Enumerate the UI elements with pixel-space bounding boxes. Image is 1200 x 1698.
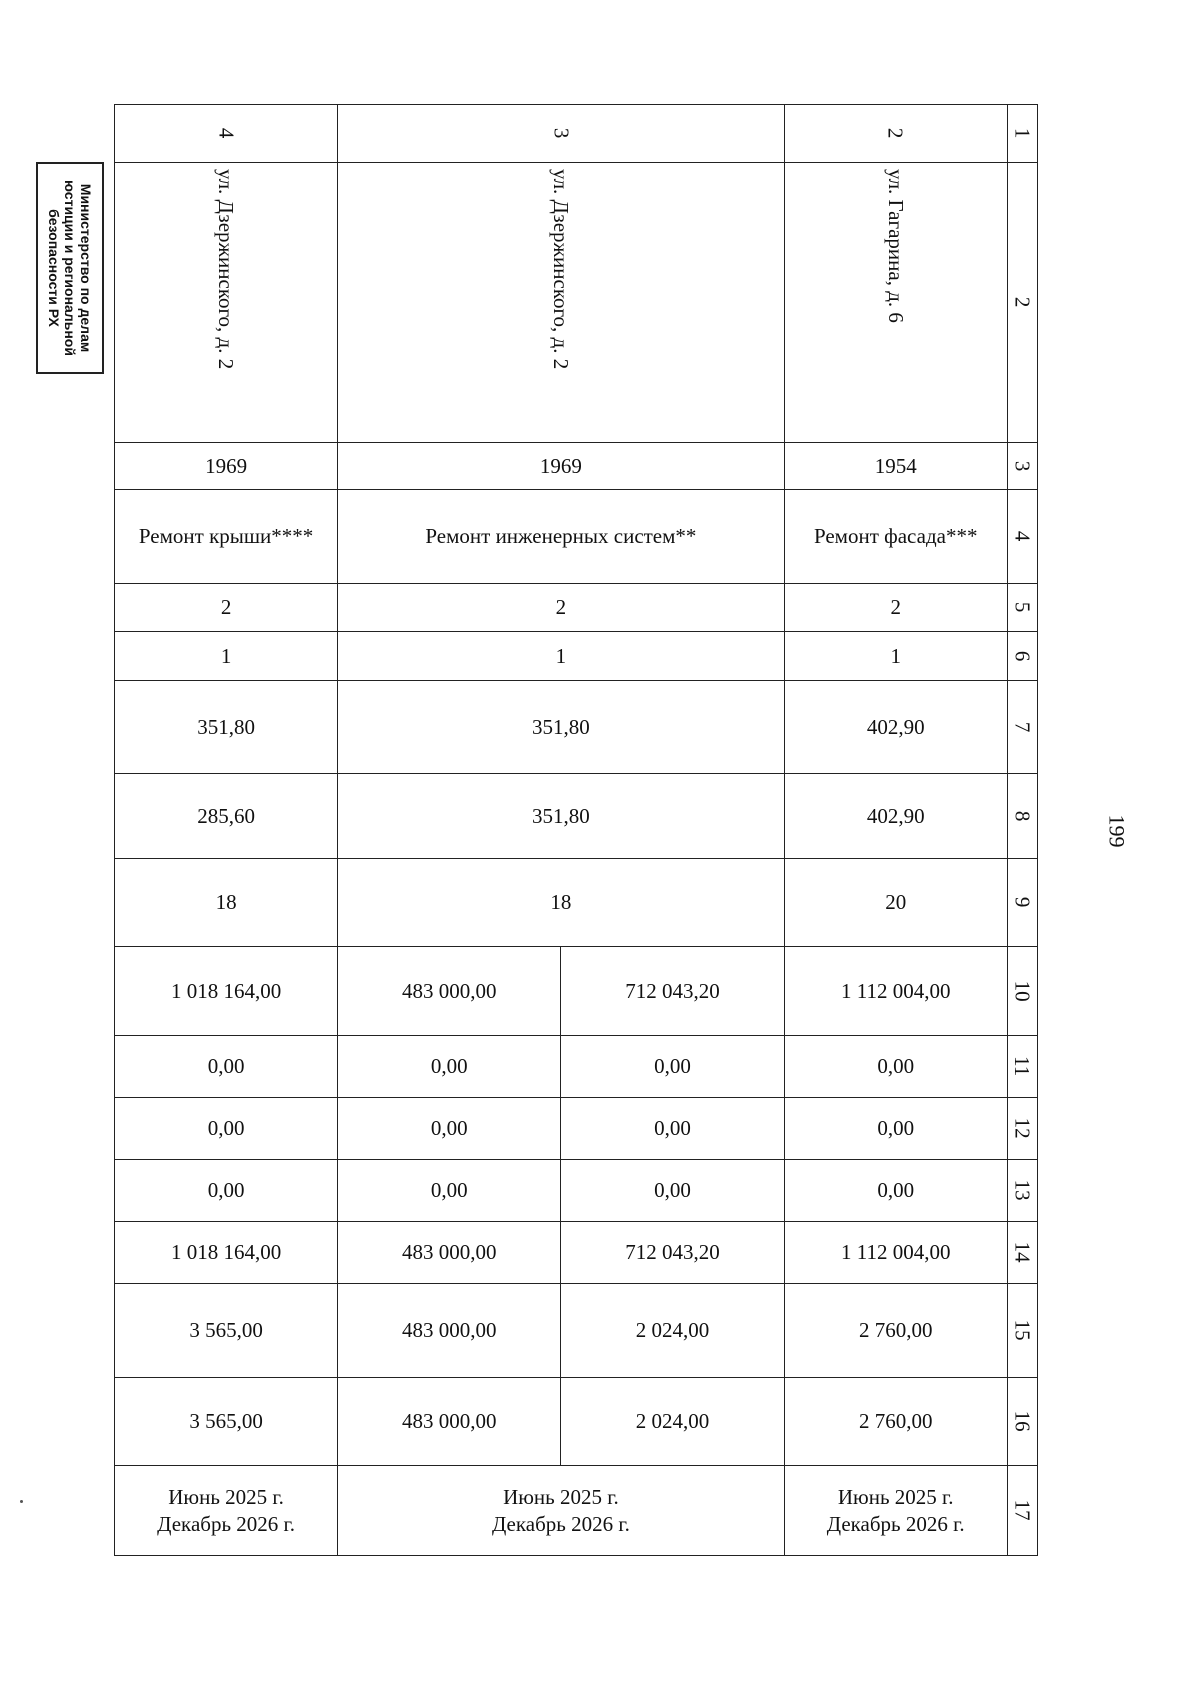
table-row xyxy=(115,584,1038,632)
table-row xyxy=(115,947,1038,1036)
value-cell: 712 043,20 xyxy=(561,1222,784,1284)
table-row xyxy=(115,774,1038,859)
address-cell: ул. Гагарина, д. 6 xyxy=(784,163,1007,443)
row-number: 5 xyxy=(1007,584,1037,632)
row-number: 4 xyxy=(1007,490,1037,584)
year-cell: 1954 xyxy=(784,443,1007,490)
value-cell: 351,80 xyxy=(115,681,338,774)
row-number: 2 xyxy=(1007,163,1037,443)
value-cell: 285,60 xyxy=(115,774,338,859)
value-cell: 0,00 xyxy=(561,1098,784,1160)
ministry-stamp xyxy=(36,162,104,374)
row-number: 11 xyxy=(1007,1036,1037,1098)
address-cell: ул. Дзержинского, д. 2 xyxy=(338,163,784,443)
end-date: Декабрь 2026 г. xyxy=(157,1511,296,1536)
row-number: 16 xyxy=(1007,1378,1037,1466)
value-cell: 0,00 xyxy=(338,1098,561,1160)
value-cell: 0,00 xyxy=(561,1160,784,1222)
value-cell: 2 xyxy=(338,584,784,632)
scan-speck xyxy=(20,1500,23,1503)
value-cell: 1 112 004,00 xyxy=(784,947,1007,1036)
year-cell: 1969 xyxy=(338,443,784,490)
end-date: Декабрь 2026 г. xyxy=(491,1511,630,1536)
value-cell: 3 565,00 xyxy=(115,1284,338,1378)
value-cell: 351,80 xyxy=(338,774,784,859)
value-cell: 2 760,00 xyxy=(784,1378,1007,1466)
row-number: 3 xyxy=(1007,443,1037,490)
work-type-cell: Ремонт крыши**** xyxy=(115,490,338,584)
row-number: 1 xyxy=(1007,105,1037,163)
row-number: 17 xyxy=(1007,1466,1037,1556)
table-row xyxy=(115,1284,1038,1378)
row-number: 10 xyxy=(1007,947,1037,1036)
value-cell: 351,80 xyxy=(338,681,784,774)
work-type-cell: Ремонт инженерных систем** xyxy=(338,490,784,584)
value-cell: 18 xyxy=(338,859,784,947)
value-cell: 483 000,00 xyxy=(338,1222,561,1284)
value-cell: 0,00 xyxy=(115,1160,338,1222)
value-cell: 483 000,00 xyxy=(338,1378,561,1466)
date-range-cell xyxy=(115,1466,338,1556)
value-cell: 3 565,00 xyxy=(115,1378,338,1466)
col-number-cell: 4 xyxy=(115,105,338,163)
stamp-line-1: Министерство по делам xyxy=(78,183,95,353)
row-number: 8 xyxy=(1007,774,1037,859)
value-cell: 20 xyxy=(784,859,1007,947)
table-row xyxy=(115,681,1038,774)
value-cell: 2 024,00 xyxy=(561,1378,784,1466)
row-number: 7 xyxy=(1007,681,1037,774)
table-row xyxy=(115,1036,1038,1098)
value-cell: 2 760,00 xyxy=(784,1284,1007,1378)
table-row xyxy=(115,443,1038,490)
start-date: Июнь 2025 г. xyxy=(503,1485,619,1510)
table-row xyxy=(115,1378,1038,1466)
table-row xyxy=(115,490,1038,584)
data-table xyxy=(114,104,1038,1556)
row-number: 14 xyxy=(1007,1222,1037,1284)
value-cell: 0,00 xyxy=(115,1098,338,1160)
value-cell: 1 xyxy=(338,632,784,681)
value-cell: 1 018 164,00 xyxy=(115,947,338,1036)
value-cell: 1 018 164,00 xyxy=(115,1222,338,1284)
value-cell: 1 xyxy=(784,632,1007,681)
value-cell: 18 xyxy=(115,859,338,947)
page-number: 199 xyxy=(1104,814,1130,848)
table-row xyxy=(115,1160,1038,1222)
col-number-cell: 2 xyxy=(784,105,1007,163)
date-range-cell xyxy=(338,1466,784,1556)
start-date: Июнь 2025 г. xyxy=(168,1485,284,1510)
value-cell: 0,00 xyxy=(784,1036,1007,1098)
value-cell: 0,00 xyxy=(338,1160,561,1222)
row-number: 13 xyxy=(1007,1160,1037,1222)
value-cell: 483 000,00 xyxy=(338,1284,561,1378)
value-cell: 0,00 xyxy=(784,1098,1007,1160)
work-type-cell: Ремонт фасада*** xyxy=(784,490,1007,584)
end-date: Декабрь 2026 г. xyxy=(826,1511,965,1536)
value-cell: 1 112 004,00 xyxy=(784,1222,1007,1284)
row-number: 12 xyxy=(1007,1098,1037,1160)
start-date: Июнь 2025 г. xyxy=(837,1485,954,1510)
date-range-cell xyxy=(784,1466,1007,1556)
year-cell: 1969 xyxy=(115,443,338,490)
value-cell: 402,90 xyxy=(784,774,1007,859)
row-number: 9 xyxy=(1007,859,1037,947)
table-row xyxy=(115,1466,1038,1556)
table-row xyxy=(115,632,1038,681)
value-cell: 712 043,20 xyxy=(561,947,784,1036)
address-cell: ул. Дзержинского, д. 2 xyxy=(115,163,338,443)
row-number: 15 xyxy=(1007,1284,1037,1378)
table-row xyxy=(115,859,1038,947)
value-cell: 2 024,00 xyxy=(561,1284,784,1378)
value-cell: 483 000,00 xyxy=(338,947,561,1036)
value-cell: 0,00 xyxy=(561,1036,784,1098)
stamp-text xyxy=(46,168,94,368)
value-cell: 0,00 xyxy=(115,1036,338,1098)
value-cell: 402,90 xyxy=(784,681,1007,774)
value-cell: 1 xyxy=(115,632,338,681)
table-row xyxy=(115,105,1038,163)
value-cell: 0,00 xyxy=(338,1036,561,1098)
stamp-line-2: юстиции и региональной xyxy=(62,180,79,356)
table-row xyxy=(115,1222,1038,1284)
col-number-cell: 3 xyxy=(338,105,784,163)
value-cell: 0,00 xyxy=(784,1160,1007,1222)
value-cell: 2 xyxy=(115,584,338,632)
row-number: 6 xyxy=(1007,632,1037,681)
stamp-line-3: безопасности РХ xyxy=(45,209,62,327)
table-row xyxy=(115,1098,1038,1160)
value-cell: 2 xyxy=(784,584,1007,632)
table-row xyxy=(115,163,1038,443)
